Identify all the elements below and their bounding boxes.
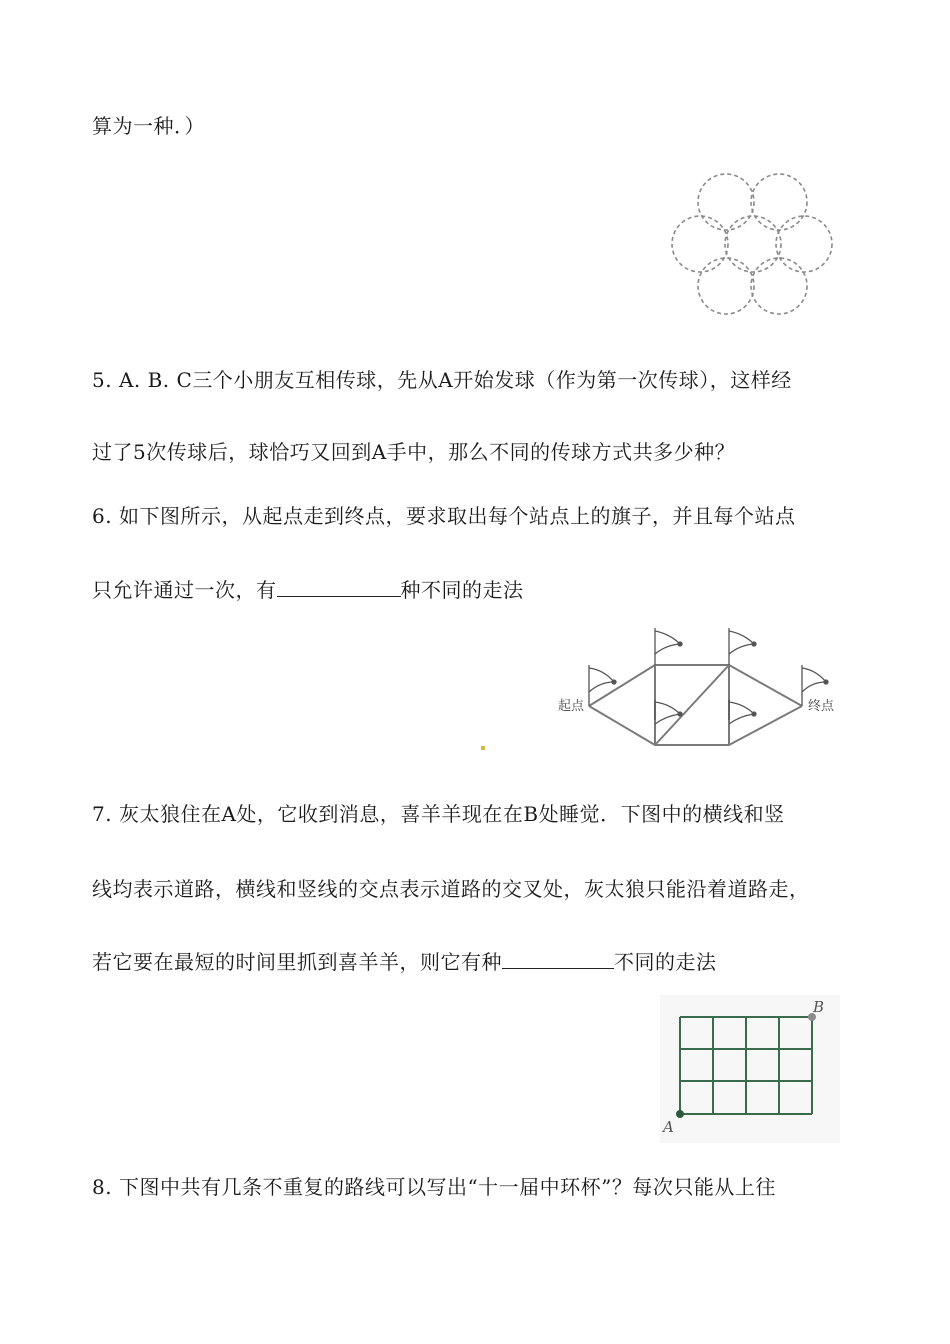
- label-b: B: [813, 998, 825, 1016]
- question-7-line-1: 7. 灰太狼住在A处，它收到消息，喜羊羊现在在B处睡觉．下图中的横线和竖: [92, 802, 785, 826]
- flag-icon: [589, 665, 616, 706]
- question-6-line-1: 6. 如下图所示，从起点走到终点，要求取出每个站点上的旗子，并且每个站点: [92, 504, 796, 528]
- question-6-suffix: 种不同的走法: [400, 578, 524, 602]
- question-7-line-3: [92, 948, 717, 976]
- grid-path-figure: [660, 995, 840, 1143]
- answer-blank-6: [277, 576, 401, 597]
- point-a-marker: [676, 1110, 684, 1118]
- question-6-prefix: 只允许通过一次，有: [92, 578, 277, 602]
- flag-icon: [729, 628, 756, 665]
- question-5-line-1: 5. A. B. C三个小朋友互相传球，先从A开始发球（作为第一次传球），这样经: [92, 368, 792, 392]
- end-label: 终点: [808, 699, 835, 714]
- route-bottom: [589, 706, 802, 745]
- flag-route-figure: [552, 620, 852, 750]
- circle-bottom-right: [751, 258, 807, 314]
- circle-center: [725, 216, 781, 272]
- seven-circles-figure: [665, 166, 835, 316]
- question-7-suffix: 不同的走法: [614, 950, 717, 974]
- circle-bottom-left: [698, 258, 754, 314]
- circle-mid-left: [672, 216, 728, 272]
- circle-top-right: [751, 174, 807, 230]
- circle-mid-right: [776, 216, 832, 272]
- circle-top-left: [698, 174, 754, 230]
- answer-blank-7: [502, 948, 614, 969]
- question-7-line-2: 线均表示道路，横线和竖线的交点表示道路的交叉处，灰太狼只能沿着道路走，: [92, 877, 810, 901]
- scan-speck: [481, 746, 485, 750]
- label-a: A: [663, 1118, 674, 1136]
- flag-icon: [655, 628, 682, 665]
- question-6-line-2: [92, 576, 524, 604]
- text-line-1: 算为一种．）: [92, 114, 205, 138]
- flag-icon: [729, 700, 756, 724]
- question-8-line-1: 8. 下图中共有几条不重复的路线可以写出“十一届中环杯”？每次只能从上往: [92, 1175, 776, 1199]
- question-5-line-2: 过了5次传球后，球恰巧又回到A手中，那么不同的传球方式共多少种？: [92, 440, 736, 464]
- start-label: 起点: [558, 699, 585, 714]
- question-7-prefix: 若它要在最短的时间里抓到喜羊羊，则它有种: [92, 950, 502, 974]
